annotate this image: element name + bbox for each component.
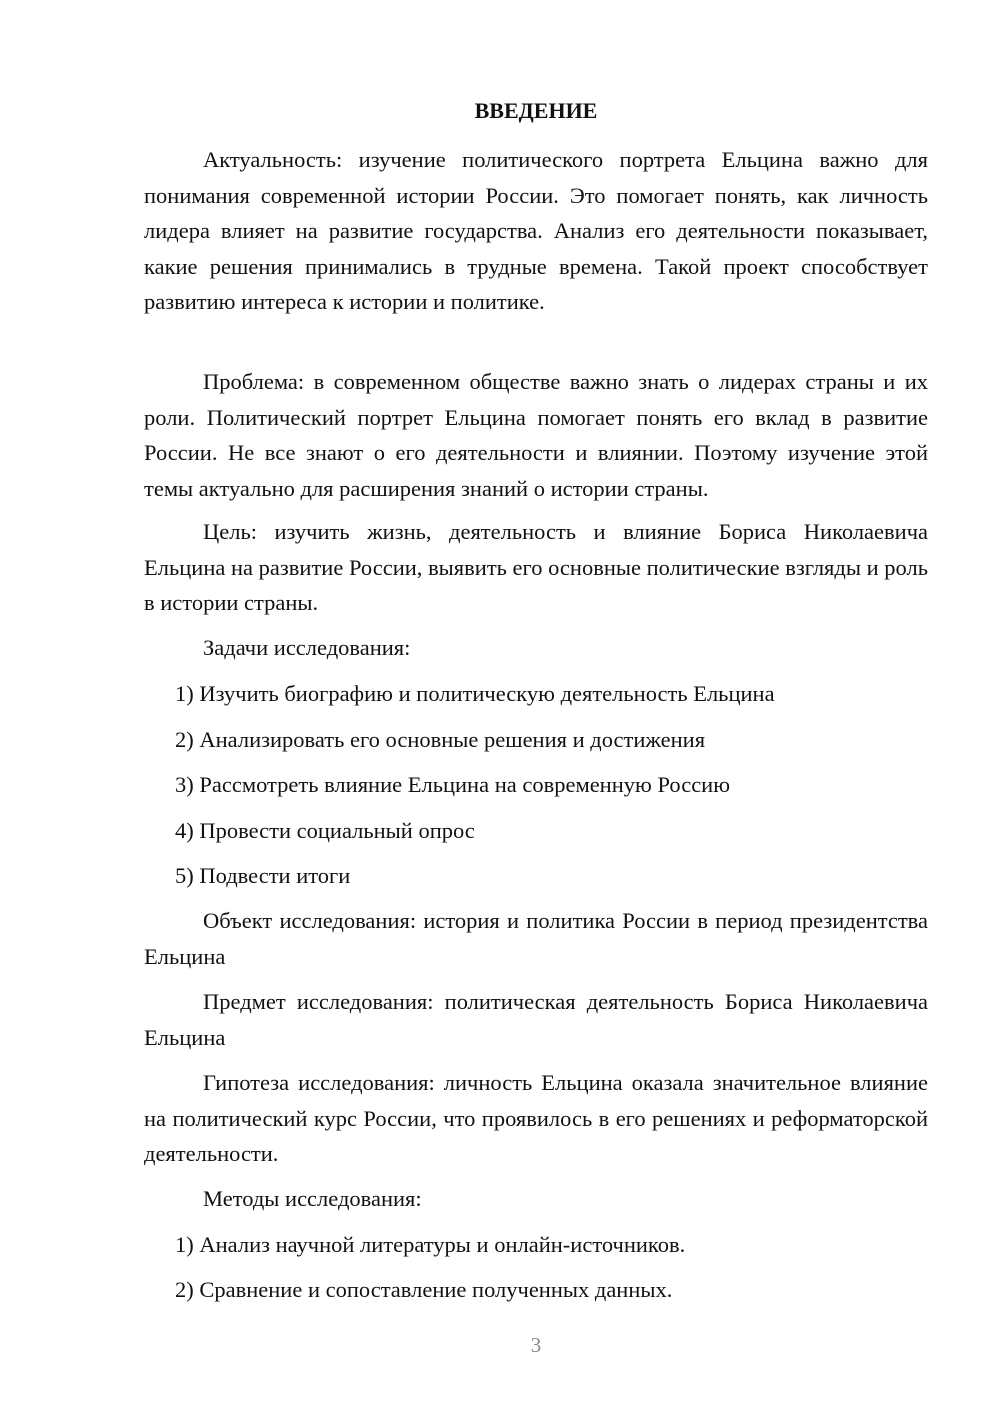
task-item-5: 5) Подвести итоги — [175, 863, 351, 888]
section-heading: ВВЕДЕНИЕ — [474, 98, 598, 123]
paragraph-object: Объект исследования: история и политика России в период президентства Ельцина — [144, 908, 928, 969]
paragraph-goal: Цель: изучить жизнь, деятельность и влияние Бориса Николаевича Ельцина на развитие России, выявить его основные политические взгляды и роль в истории страны. — [144, 519, 928, 615]
tasks-title: Задачи исследования: — [203, 635, 411, 660]
task-item-4: 4) Провести социальный опрос — [175, 818, 475, 843]
paragraph-problem: Проблема: в современном обществе важно знать о лидерах страны и их роли. Политический портрет Ельцина помогает понять его вклад в развитие России. Не все знают о его деятельности и влиянии. Поэтому изучение этой темы актуально для расширения знаний о истории страны. — [144, 369, 928, 501]
task-item-1: 1) Изучить биографию и политическую деятельность Ельцина — [175, 681, 775, 706]
method-item-1: 1) Анализ научной литературы и онлайн-источников. — [175, 1232, 686, 1257]
page-number: 3 — [530, 1333, 542, 1357]
paragraph-relevance: Актуальность: изучение политического портрета Ельцина важно для понимания современной истории России. Это помогает понять, как личность лидера влияет на развитие государства. Анализ его деятельности показывает, какие решения принимались в трудные времена. Такой проект способствует развитию интереса к истории и политике. — [144, 147, 928, 314]
paragraph-hypothesis: Гипотеза исследования: личность Ельцина оказала значительное влияние на политический курс России, что проявилось в его решениях и реформаторской деятельности. — [144, 1070, 928, 1166]
method-item-2: 2) Сравнение и сопоставление полученных данных. — [175, 1277, 673, 1302]
methods-title: Методы исследования: — [203, 1186, 422, 1211]
paragraph-subject: Предмет исследования: политическая деятельность Бориса Николаевича Ельцина — [144, 989, 928, 1050]
task-item-2: 2) Анализировать его основные решения и достижения — [175, 727, 706, 752]
task-item-3: 3) Рассмотреть влияние Ельцина на современную Россию — [175, 772, 731, 797]
